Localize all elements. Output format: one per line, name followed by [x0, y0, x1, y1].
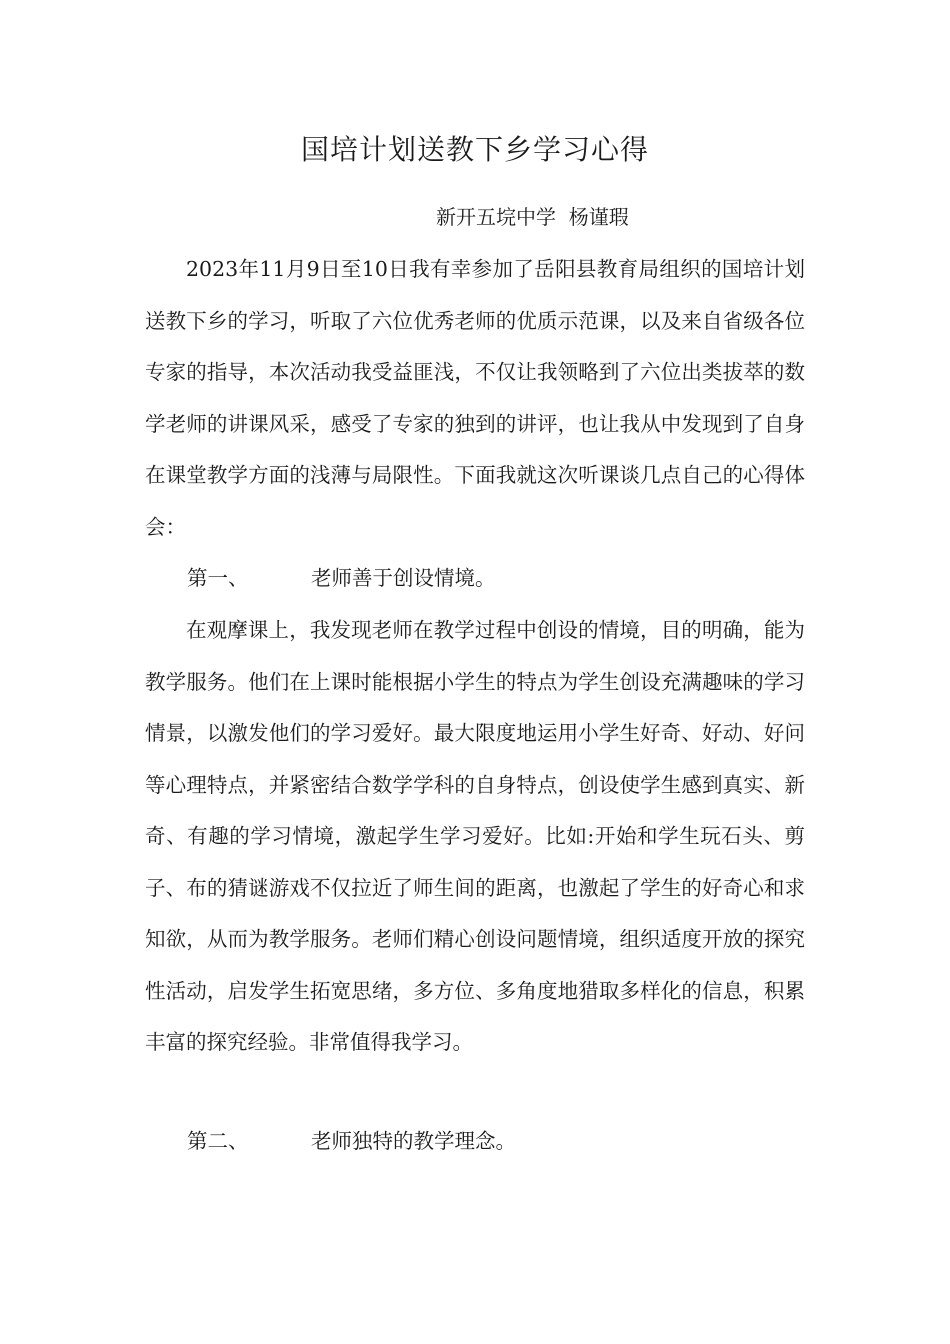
section-title-2: 老师独特的教学理念。	[311, 1129, 516, 1153]
section-heading-2	[145, 1116, 847, 1168]
document-title: 国培计划送教下乡学习心得	[300, 133, 649, 166]
section-title-1: 老师善于创设情境。	[311, 566, 496, 590]
section-body-1: 在观摩课上，我发现老师在教学过程中创设的情境，目的明确，能为教学服务。他们在上课时能根据小学生的特点为学生创设充满趣味的学习情景，以激发他们的学习爱好。最大限度地运用小学生好奇、好动、好问等心理特点，并紧密结合数学学科的自身特点，创设使学生感到真实、新奇、有趣的学习情境，激起学生学习爱好。比如:开始和学生玩石头、剪子、布的猜谜游戏不仅拉近了师生间的距离，也激起了学生的好奇心和求知欲，从而为教学服务。老师们精心创设问题情境，组织适度开放的探究性活动，启发学生拓宽思绪，多方位、多角度地猎取多样化的信息，积累丰富的探究经验。非常值得我学习。	[145, 618, 805, 1054]
author-line: 新开五垸中学 杨谨瑕	[436, 205, 629, 229]
section-number-2: 第二、	[187, 1129, 249, 1153]
section-number-1: 第一、	[187, 566, 249, 590]
section-heading-1	[145, 553, 847, 605]
intro-paragraph: 2023年11月9日至10日我有幸参加了岳阳县教育局组织的国培计划送教下乡的学习，听取了六位优秀老师的优质示范课，以及来自省级各位专家的指导，本次活动我受益匪浅，不仅让我领略到了六位出类拔萃的数学老师的讲课风采，感受了专家的独到的讲评，也让我从中发现到了自身在课堂教学方面的浅薄与局限性。下面我就这次听课谈几点自己的心得体会：	[145, 257, 805, 539]
